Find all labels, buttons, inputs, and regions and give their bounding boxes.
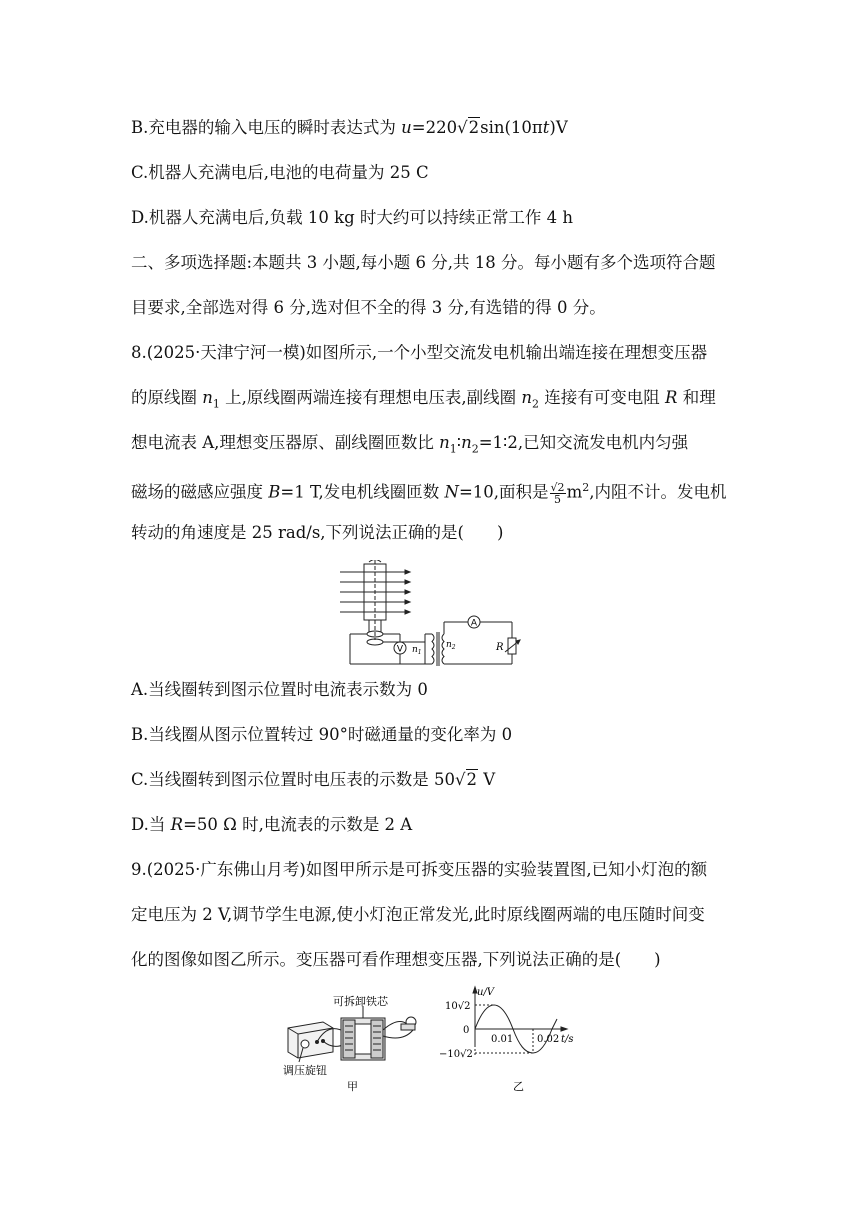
graph-x1: 0.01 <box>491 1034 514 1045</box>
fig-r-label: R <box>496 642 504 653</box>
option-d-q7: D.机器人充满电后,负载 10 kg 时大约可以持续正常工作 4 h <box>131 208 574 227</box>
graph-ybot: −10√2 <box>439 1049 473 1060</box>
q8-line3: 想电流表 A,理想变压器原、副线圈匝数比 $n_1∶n_2=1∶2$,已知交流发电机内匀强 <box>131 433 689 456</box>
sqrt-symbol: √2 <box>457 118 480 137</box>
voltmeter-label: V <box>396 644 404 655</box>
graph-x2: 0.02 <box>537 1034 560 1045</box>
sqrt-symbol: √2 <box>455 770 478 789</box>
q9-line3: 化的图像如图乙所示。变压器可看作理想变压器,下列说法正确的是( ) <box>131 950 661 969</box>
ammeter-label: A <box>470 618 478 629</box>
knob-label: 调压旋钮 <box>283 1064 327 1077</box>
q9-voltage-graph <box>437 985 597 1095</box>
graph-ylabel: u/V <box>477 987 495 998</box>
q9-line1: 9.(2025·广东佛山月考)如图甲所示是可拆变压器的实验装置图,已知小灯泡的额 <box>131 860 708 879</box>
core-label: 可拆卸铁芯 <box>333 995 388 1008</box>
fig-n1-label: $n_1$ <box>412 645 422 656</box>
knob-icon <box>301 1040 309 1048</box>
q8-line2: 的原线圈 $n_1$ 上,原线圈两端连接有理想电压表,副线圈 $n_2$ 连接有可变电阻 R 和理 <box>131 388 716 411</box>
fig-n2-label: $n_2$ <box>446 640 456 651</box>
option-a-q8: A.当线圈转到图示位置时电流表示数为 0 <box>131 680 428 699</box>
fig-caption-yi: 乙 <box>513 1080 524 1093</box>
section-heading-line2: 目要求,全部选对得 6 分,选对但不全的得 3 分,有选错的得 0 分。 <box>131 298 606 317</box>
option-b-q8: B.当线圈从图示位置转过 90°时磁通量的变化率为 0 <box>131 725 513 744</box>
fig-caption-jia: 甲 <box>347 1080 358 1092</box>
q8-line1: 8.(2025·天津宁河一模)如图所示,一个小型交流发电机输出端连接在理想变压器 <box>131 343 708 362</box>
option-d-q8: D.当 R=50 Ω 时,电流表的示数是 2 A <box>131 815 413 834</box>
q9-apparatus-figure <box>283 992 433 1092</box>
option-c-q7: C.机器人充满电后,电池的电荷量为 25 C <box>131 163 429 182</box>
graph-zero: 0 <box>463 1025 470 1036</box>
option-c-q8: C.当线圈转到图示位置时电压表的示数是 50√2 V <box>131 770 496 789</box>
option-b-q7: B.充电器的输入电压的瞬时表达式为 u=220√2sin(10πt)V <box>131 118 568 137</box>
q8-line4: 磁场的磁感应强度 B=1 T,发电机线圈匝数 N=10,面积是 $\frac{√2}{5}$ $m^2$,内阻不计。发电机 <box>131 480 727 506</box>
graph-xlabel: t/s <box>561 1034 574 1045</box>
q8-line5: 转动的角速度是 25 rad/s,下列说法正确的是( ) <box>131 523 504 542</box>
q9-line2: 定电压为 2 V,调节学生电源,使小灯泡正常发光,此时原线圈两端的电压随时间变 <box>131 905 705 924</box>
area-fraction: $\frac{√2}{5}$ <box>550 480 565 506</box>
graph-ytop: 10√2 <box>445 1001 471 1012</box>
section-heading-line1: 二、多项选择题:本题共 3 小题,每小题 6 分,共 18 分。每小题有多个选项符合题 <box>131 253 716 272</box>
q8-circuit-figure <box>340 560 525 670</box>
